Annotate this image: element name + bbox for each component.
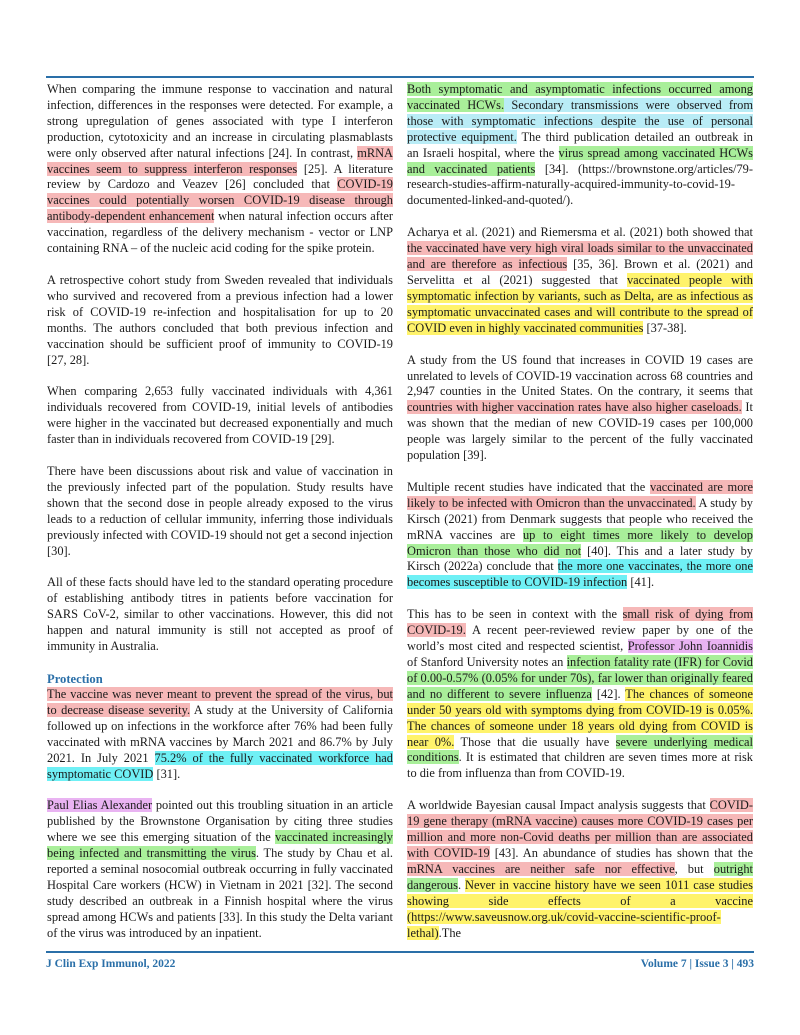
highlight: COVID-19 gene therapy (mRNA vaccine) causes more COVID-19 cases per million and more non-Covid deaths per million than are associated with COVID-19 [407,798,753,860]
highlight: Professor John Ioannidis [627,639,753,654]
paragraph: This has to be seen in context with the small risk of dying from COVID-19. A recent peer-reviewed review paper by one of the world’s most cited and respected scientist, Professor John Ioannidis of Stanford University notes an infection fatality rate (IFR) for Covid of 0.00-0.57% (0.05% for under 70s), far lower than originally feared and no different to severe influenza [42]. The chances of someone under 50 years old with symptoms dying from COVID-19 is 0.05%. The chances of someone under 18 years old dying from COVID is near 0%. Those that die usually have severe underlying medical conditions. It is estimated that children are seven times more at risk to die from influenza than from COVID-19. [407,607,753,781]
paragraph: Both symptomatic and asymptomatic infections occurred among vaccinated HCWs. Secondary transmissions were observed from those with symptomatic infections despite the use of personal protective equipment. The third publication detailed an outbreak in an Israeli hospital, where the virus spread among vaccinated HCWs and vaccinated patients [34]. (https://brownstone.org/articles/79-research-studies-affirm-naturally-acquired-immunity-to-covid-19-documented-linked-and-quoted/). [407,82,753,208]
paragraph: When comparing 2,653 fully vaccinated individuals with 4,361 individuals recovered from COVID-19, initial levels of antibodies were higher in the vaccinated but decreased exponentially and much faster than in individuals recovered from COVID-19 [29]. [47,384,393,447]
highlight: Secondary transmissions were observed from those with symptomatic infections despite the use of personal protective equipment. [407,97,753,144]
volume-issue-page: Volume 7 | Issue 3 | 493 [640,958,754,970]
paragraph: All of these facts should have led to the standard operating procedure of establishing antibody titres in patients before vaccination for SARS CoV-2, similar to other vaccinations. However, this did not happen and natural immunity is still not accepted as proof of immunity in Australia. [47,575,393,654]
highlight: COVID-19 vaccines could potentially worsen COVID-19 disease through antibody-dependent enhancement [47,177,393,224]
highlight: small risk of dying from COVID-19. [407,607,753,638]
highlight: mRNA vaccines seem to suppress interferon responses [47,145,393,176]
highlight: the more one vaccinates, the more one becomes susceptible to COVID-19 infection [407,559,753,590]
paragraph: Acharya et al. (2021) and Riemersma et al. (2021) both showed that the vaccinated have very high viral loads similar to the unvaccinated and are therefore as infectious [35, 36]. Brown et al. (2021) and Servelitta et al (2021) suggested that vaccinated people with symptomatic infection by variants, such as Delta, are as infectious as symptomatic unvaccinated cases and will contribute to the spread of COVID even in highly vaccinated communities [37-38]. [407,225,753,335]
highlight: Never in vaccine history have we seen 1011 case studies showing side effects of a vaccine (https://www.saveusnow.org.uk/covid-vaccine-scientific-proof-lethal) [407,877,753,940]
highlight: infection fatality rate (IFR) for Covid of 0.00-0.57% (0.05% for under 70s), far lower than originally feared and no different to severe influenza [407,655,753,701]
highlight: The chances of someone under 50 years old with symptoms dying from COVID-19 is 0.05%. The chances of someone under 18 years old dying from COVID is near 0%. [407,686,753,749]
paragraph: The vaccine was never meant to prevent the spread of the virus, but to decrease disease severity. A study at the University of California followed up on infections in the workforce after 76% had been fully vaccinated with mRNA vaccines by March 2021 and 86.7% by July 2021. In July 2021 75.2% of the fully vaccinated workforce had symptomatic COVID [31]. [47,687,393,781]
highlight: The vaccine was never meant to prevent the spread of the virus, but to decrease disease severity. [47,687,393,717]
highlight: countries with higher vaccination rates have also higher caseloads. [407,400,742,415]
paragraph: A study from the US found that increases in COVID 19 cases are unrelated to levels of COVID-19 vaccination across 68 countries and 2,947 counties in the United States. On the contrary, it seems that countries with higher vaccination rates have also higher caseloads. It was shown that the median of new COVID-19 cases per 100,000 people was largely similar to the percent of the fully vaccinated population [39]. [407,352,753,463]
highlight: Paul Elias Alexander [47,798,153,813]
highlight: severe underlying medical conditions [407,734,753,765]
footer-rule [46,951,754,953]
highlight: vaccinated people with symptomatic infection by variants, such as Delta, are as infectious as symptomatic unvaccinated cases and will contribute to the spread of COVID even in highly vaccinated communities [407,272,753,335]
paragraph: A retrospective cohort study from Sweden revealed that individuals who survived and recovered from a previous infection had a lower risk of COVID-19 re-infection and hospitalisation for up to 20 months. The authors concluded that both previous infection and vaccination should be sufficient proof of immunity to COVID-19 [27, 28]. [47,272,393,367]
paragraph: There have been discussions about risk and value of vaccination in the previously infected part of the population. Study results have shown that the second dose in people already exposed to the virus leads to a reduction of cellular immunity, inferring those individuals previously infected with COVID-19 should not get a second injection [30]. [47,464,393,558]
section-heading: Protection [47,672,103,686]
highlight: 75.2% of the fully vaccinated workforce had symptomatic COVID [47,750,393,781]
paragraph: Paul Elias Alexander pointed out this troubling situation in an article published by the Brownstone Organisation by citing three studies where we see this emerging situation of the vaccinated increasingly being infected and transmitting the virus. The study by Chau et al. reported a seminal nosocomial outbreak occurring in fully vaccinated Hospital Care workers (HCW) in Vietnam in 2021 [32]. The second study described an outbreak in a Finnish hospital where the virus spread among HCWs and patients [33]. In this study the Delta variant of the virus was introduced by an inpatient. [47,798,394,940]
left-column [47,82,393,942]
highlight: virus spread among vaccinated HCWs and vaccinated patients [407,145,753,176]
header-rule [46,76,754,78]
highlight: up to eight times more likely to develop Omicron than those who did not [407,527,753,558]
right-column [407,82,753,941]
highlight: the vaccinated have very high viral loads similar to the unvaccinated and are therefore as infectious [407,241,753,272]
highlight: outright dangerous [407,861,753,892]
paragraph: When comparing the immune response to vaccination and natural infection, differences in the responses were detected. For example, a strong upregulation of genes associated with type I interferon production, cytotoxicity and an increase in circulating plasmablasts were only observed after natural infections [24]. In contrast, mRNA vaccines seem to suppress interferon responses [25]. A literature review by Cardozo and Veazev [26] concluded that COVID-19 vaccines could potentially worsen COVID-19 disease through antibody-dependent enhancement when natural infection occurs after vaccination, regardless of the delivery mechanism - vector or LNP containing RNA – of the nucleic acid coding for the spike protein. [47,82,393,256]
highlight: vaccinated are more likely to be infected with Omicron than the unvaccinated. [407,479,754,510]
journal-citation: J Clin Exp Immunol, 2022 [46,958,176,970]
paragraph: A worldwide Bayesian causal Impact analysis suggests that COVID-19 gene therapy (mRNA vaccine) causes more COVID-19 cases per million and more non-Covid deaths per million than are associated with COVID-19 [43]. An abundance of studies has shown that the mRNA vaccines are neither safe nor effective, but outright dangerous. Never in vaccine history have we seen 1011 case studies showing side effects of a vaccine (https://www.saveusnow.org.uk/covid-vaccine-scientific-proof-lethal).The [407,798,753,940]
paragraph: Multiple recent studies have indicated that the vaccinated are more likely to be infected with Omicron than the unvaccinated. A study by Kirsch (2021) from Denmark suggests that people who received the mRNA vaccines are up to eight times more likely to develop Omicron than those who did not [40]. This and a later study by Kirsch (2022a) conclude that the more one vaccinates, the more one becomes susceptible to COVID-19 infection [41]. [407,479,754,590]
highlight: mRNA vaccines are neither safe nor effective [407,861,675,876]
highlight: vaccinated increasingly being infected and transmitting the virus [47,830,393,861]
highlight: Both symptomatic and asymptomatic infections occurred among vaccinated HCWs. [407,82,753,112]
